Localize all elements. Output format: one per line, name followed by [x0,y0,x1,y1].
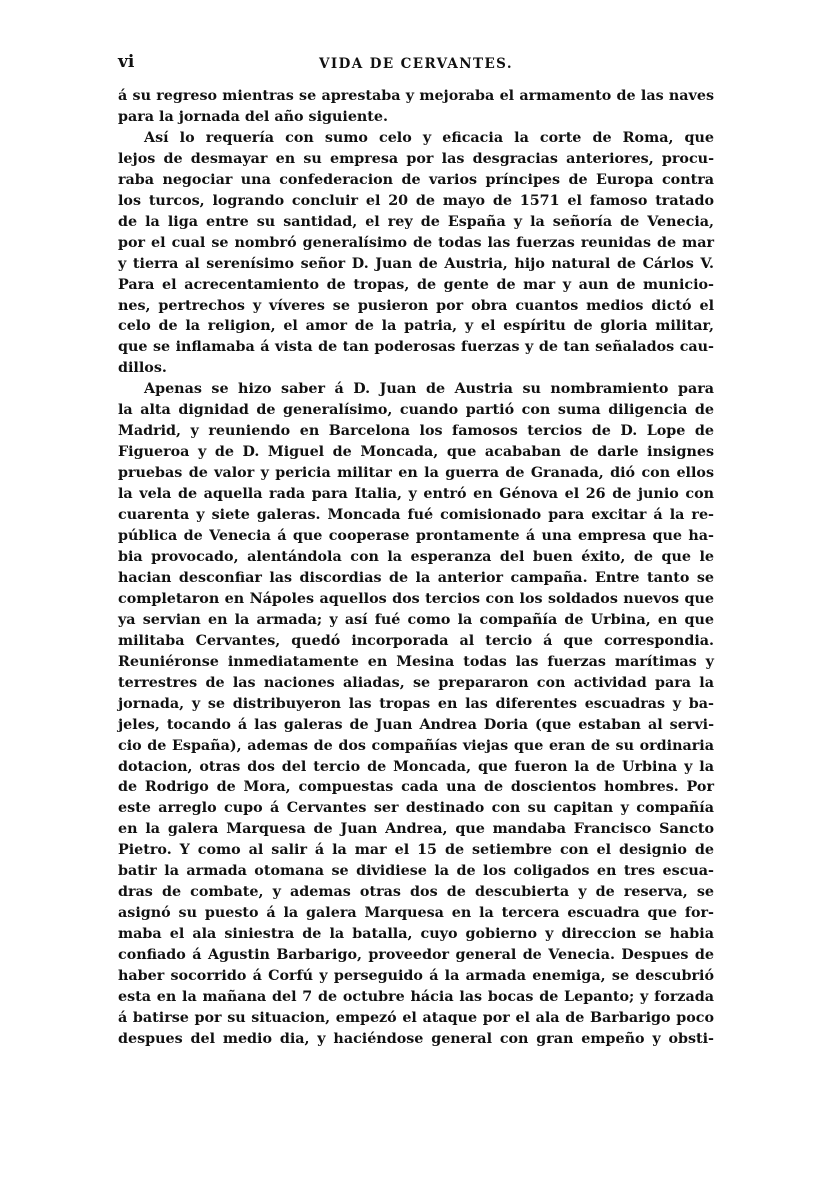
text-line: jornada, y se distribuyeron las tropas en las diferentes escuadras y ba- [118,695,714,712]
text-line: la vela de aquella rada para Italia, y entró en Génova el 26 de junio con [118,486,714,503]
text-line: completaron en Nápoles aquellos dos tercios con los soldados nuevos que [118,590,714,607]
text-line: este arreglo cupo á Cervantes ser destinado con su capitan y compañía [118,800,714,817]
text-line: los turcos, logrando concluir el 20 de mayo de 1571 el famoso tratado [118,192,714,209]
text-line: de la liga entre su santidad, el rey de España y la señoría de Venecia, [118,213,714,230]
text-line: jeles, tocando á las galeras de Juan Andrea Doria (que estaban al servi- [118,716,714,733]
text-line: y tierra al serenísimo señor D. Juan de Austria, hijo natural de Cárlos V. [118,255,714,272]
text-line: dillos. [118,360,167,377]
text-line: dotacion, otras dos del tercio de Moncada, que fueron la de Urbina y la [118,758,714,775]
text-line: ya servian en la armada; y así fué como la compañía de Urbina, en que [118,611,714,628]
text-line: haber socorrido á Corfú y perseguido á la armada enemiga, se descubrió [118,968,714,985]
body-text [118,86,714,1050]
text-line: Pietro. Y como al salir á la mar el 15 de setiembre con el designio de [118,842,714,859]
paragraph-2 [118,128,714,379]
text-line: celo de la religion, el amor de la patria, y el espíritu de gloria militar, [118,318,714,335]
text-line: á batirse por su situacion, empezó el ataque por el ala de Barbarigo poco [118,1009,714,1026]
text-line: lejos de desmayar en su empresa por las desgracias anteriores, procu- [118,150,714,167]
paragraph-1 [118,86,714,128]
text-line: cio de España), ademas de dos compañías viejas que eran de su ordinaria [118,737,714,754]
text-line: terrestres de las naciones aliadas, se prepararon con actividad para la [118,674,714,691]
text-line: que se inflamaba á vista de tan poderosas fuerzas y de tan señalados cau- [118,339,714,356]
text-line: á su regreso mientras se aprestaba y mejoraba el armamento de las naves [118,88,714,104]
text-line: cuarenta y siete galeras. Moncada fué comisionado para excitar á la re- [118,507,714,524]
text-line: dras de combate, y ademas otras dos de descubierta y de reserva, se [118,884,714,901]
text-line: maba el ala siniestra de la batalla, cuyo gobierno y direccion se habia [118,926,714,943]
text-line: de Rodrigo de Mora, compuestas cada una de doscientos hombres. Por [118,779,714,796]
text-line: para la jornada del año siguiente. [118,108,388,125]
book-page [118,52,714,1050]
text-line: asignó su puesto á la galera Marquesa en la tercera escuadra que for- [118,905,714,922]
text-line: Así lo requería con sumo celo y eficacia la corte de Roma, que [144,129,714,146]
text-line: Apenas se hizo saber á D. Juan de Austria su nombramiento para [144,381,714,398]
text-line: confiado á Agustin Barbarigo, proveedor general de Venecia. Despues de [118,947,714,964]
page-number: vi [118,52,135,72]
text-line: Madrid, y reuniendo en Barcelona los famosos tercios de D. Lope de [118,423,714,440]
text-line: Reuniéronse inmediatamente en Mesina todas las fuerzas marítimas y [118,653,714,670]
text-line: en la galera Marquesa de Juan Andrea, que mandaba Francisco Sancto [118,821,714,838]
text-line: Para el acrecentamiento de tropas, de gente de mar y aun de municio- [118,276,714,293]
text-line: hacian desconfiar las discordias de la anterior campaña. Entre tanto se [118,569,714,586]
text-line: militaba Cervantes, quedó incorporada al tercio á que correspondia. [118,632,714,649]
text-line: despues del medio dia, y haciéndose general con gran empeño y obsti- [118,1030,714,1047]
text-line: Figueroa y de D. Miguel de Moncada, que acababan de darle insignes [118,444,714,461]
text-line: por el cual se nombró generalísimo de todas las fuerzas reunidas de mar [118,234,714,251]
paragraph-3 [118,379,714,1050]
text-line: raba negociar una confederacion de varios príncipes de Europa contra [118,171,714,188]
text-line: batir la armada otomana se dividiese la de los coligados en tres escua- [118,863,714,880]
running-title: VIDA DE CERVANTES. [319,56,513,72]
text-line: pública de Venecia á que cooperase prontamente á una empresa que ha- [118,528,714,545]
text-line: nes, pertrechos y víveres se pusieron por obra cuantos medios dictó el [118,297,714,314]
text-line: la alta dignidad de generalísimo, cuando partió con suma diligencia de [118,402,714,419]
text-line: pruebas de valor y pericia militar en la guerra de Granada, dió con ellos [118,465,714,482]
text-line: esta en la mañana del 7 de octubre hácia las bocas de Lepanto; y forzada [118,988,714,1005]
text-line: bia provocado, alentándola con la esperanza del buen éxito, de que le [118,548,714,565]
page-header [118,52,714,74]
